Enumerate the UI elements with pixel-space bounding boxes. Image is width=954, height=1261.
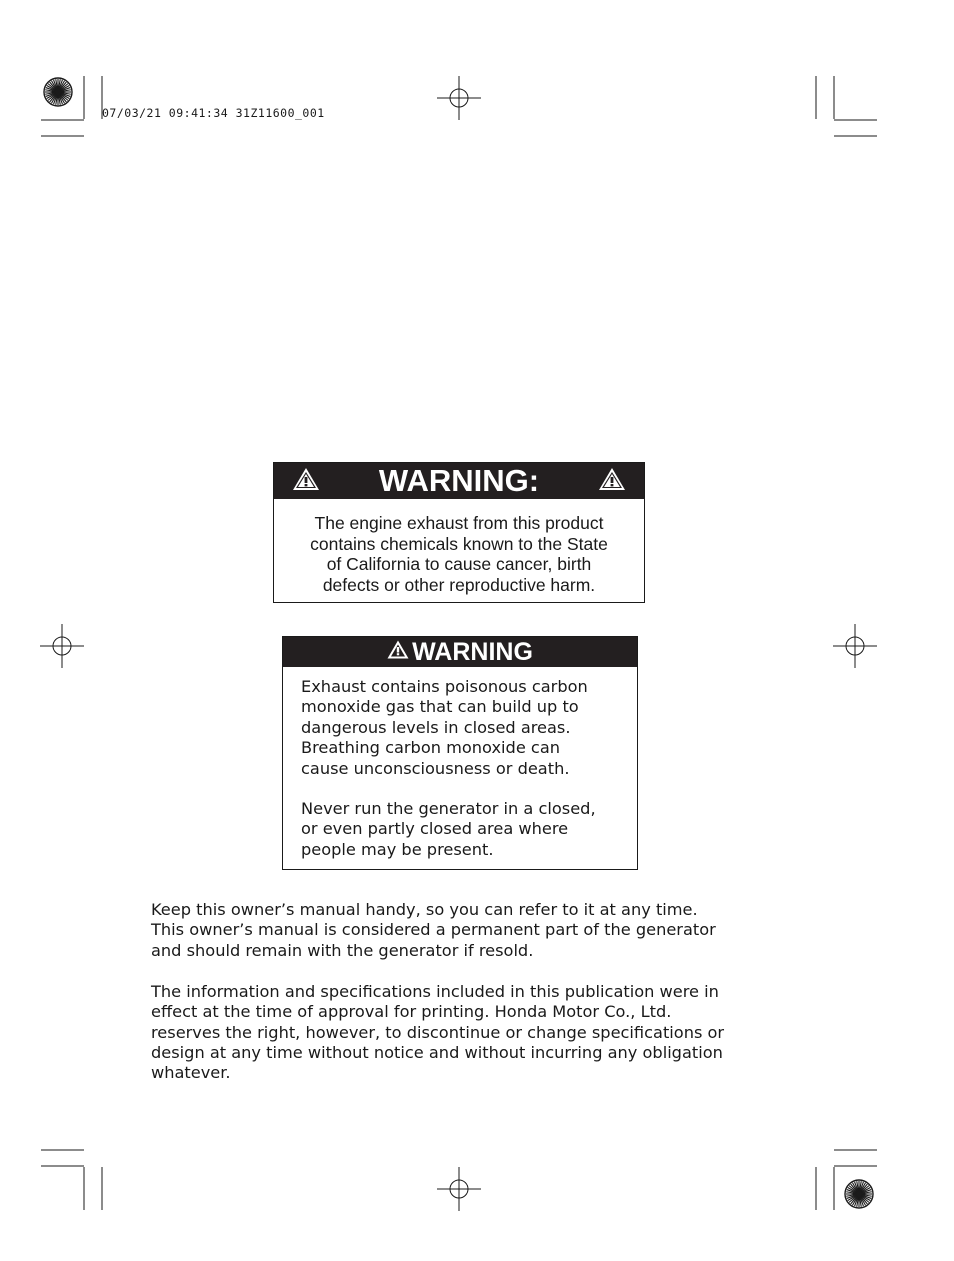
warning-line: The engine exhaust from this product [314, 513, 604, 533]
warning-triangle-icon [598, 467, 626, 496]
intro-line: and should remain with the generator if resold. [151, 940, 534, 960]
registration-starburst-bottom-right [845, 1180, 873, 1208]
warning-paragraph [301, 799, 627, 860]
warning-triangle-icon [292, 467, 320, 496]
intro-paragraph [151, 900, 791, 961]
warning-line: Never run the generator in a closed, [301, 799, 596, 819]
warning-line: Breathing carbon monoxide can [301, 738, 560, 758]
print-timestamp: 07/03/21 09:41:34 31Z11600_001 [102, 106, 325, 120]
intro-line: The information and specifications included in this publication were in [151, 981, 719, 1001]
intro-line: whatever. [151, 1063, 231, 1083]
intro-line: design at any time without notice and without incurring any obligation [151, 1042, 723, 1062]
warning-line: monoxide gas that can build up to [301, 697, 579, 717]
warning-body [274, 499, 644, 595]
warning-line: dangerous levels in closed areas. [301, 717, 571, 737]
intro-paragraph [151, 982, 791, 1084]
registration-crosshair-left [40, 624, 84, 668]
warning-body [283, 667, 637, 860]
intro-line: effect at the time of approval for printing. Honda Motor Co., Ltd. [151, 1002, 672, 1022]
warning-triangle-icon [387, 640, 409, 664]
warning-line: Exhaust contains poisonous carbon [301, 677, 588, 696]
intro-line: reserves the right, however, to discontinue or change specifications or [151, 1022, 725, 1042]
registration-crosshair-right [833, 624, 877, 668]
intro-line: Keep this owner’s manual handy, so you can refer to it at any time. [151, 900, 698, 919]
registration-starburst-top-left [44, 78, 72, 106]
warning-line: defects or other reproductive harm. [322, 574, 596, 595]
warning-header [283, 637, 637, 667]
registration-crosshair-top [437, 76, 481, 120]
warning-title: WARNING: [378, 463, 540, 498]
warning-line: contains chemicals known to the State [310, 533, 608, 554]
registration-crosshair-bottom [437, 1167, 481, 1211]
manual-intro-text [151, 900, 791, 1104]
warning-line: or even partly closed area where [301, 819, 569, 839]
warning-line: of California to cause cancer, birth [326, 554, 592, 574]
warning-line: people may be present. [301, 839, 494, 859]
warning-paragraph [301, 677, 627, 779]
california-warning-box [273, 462, 645, 603]
warning-title: WARNING [412, 637, 533, 666]
intro-line: This owner’s manual is considered a permanent part of the generator [151, 920, 716, 940]
warning-line: cause unconsciousness or death. [301, 758, 570, 778]
warning-header [274, 463, 644, 499]
carbon-monoxide-warning-box [282, 636, 638, 870]
